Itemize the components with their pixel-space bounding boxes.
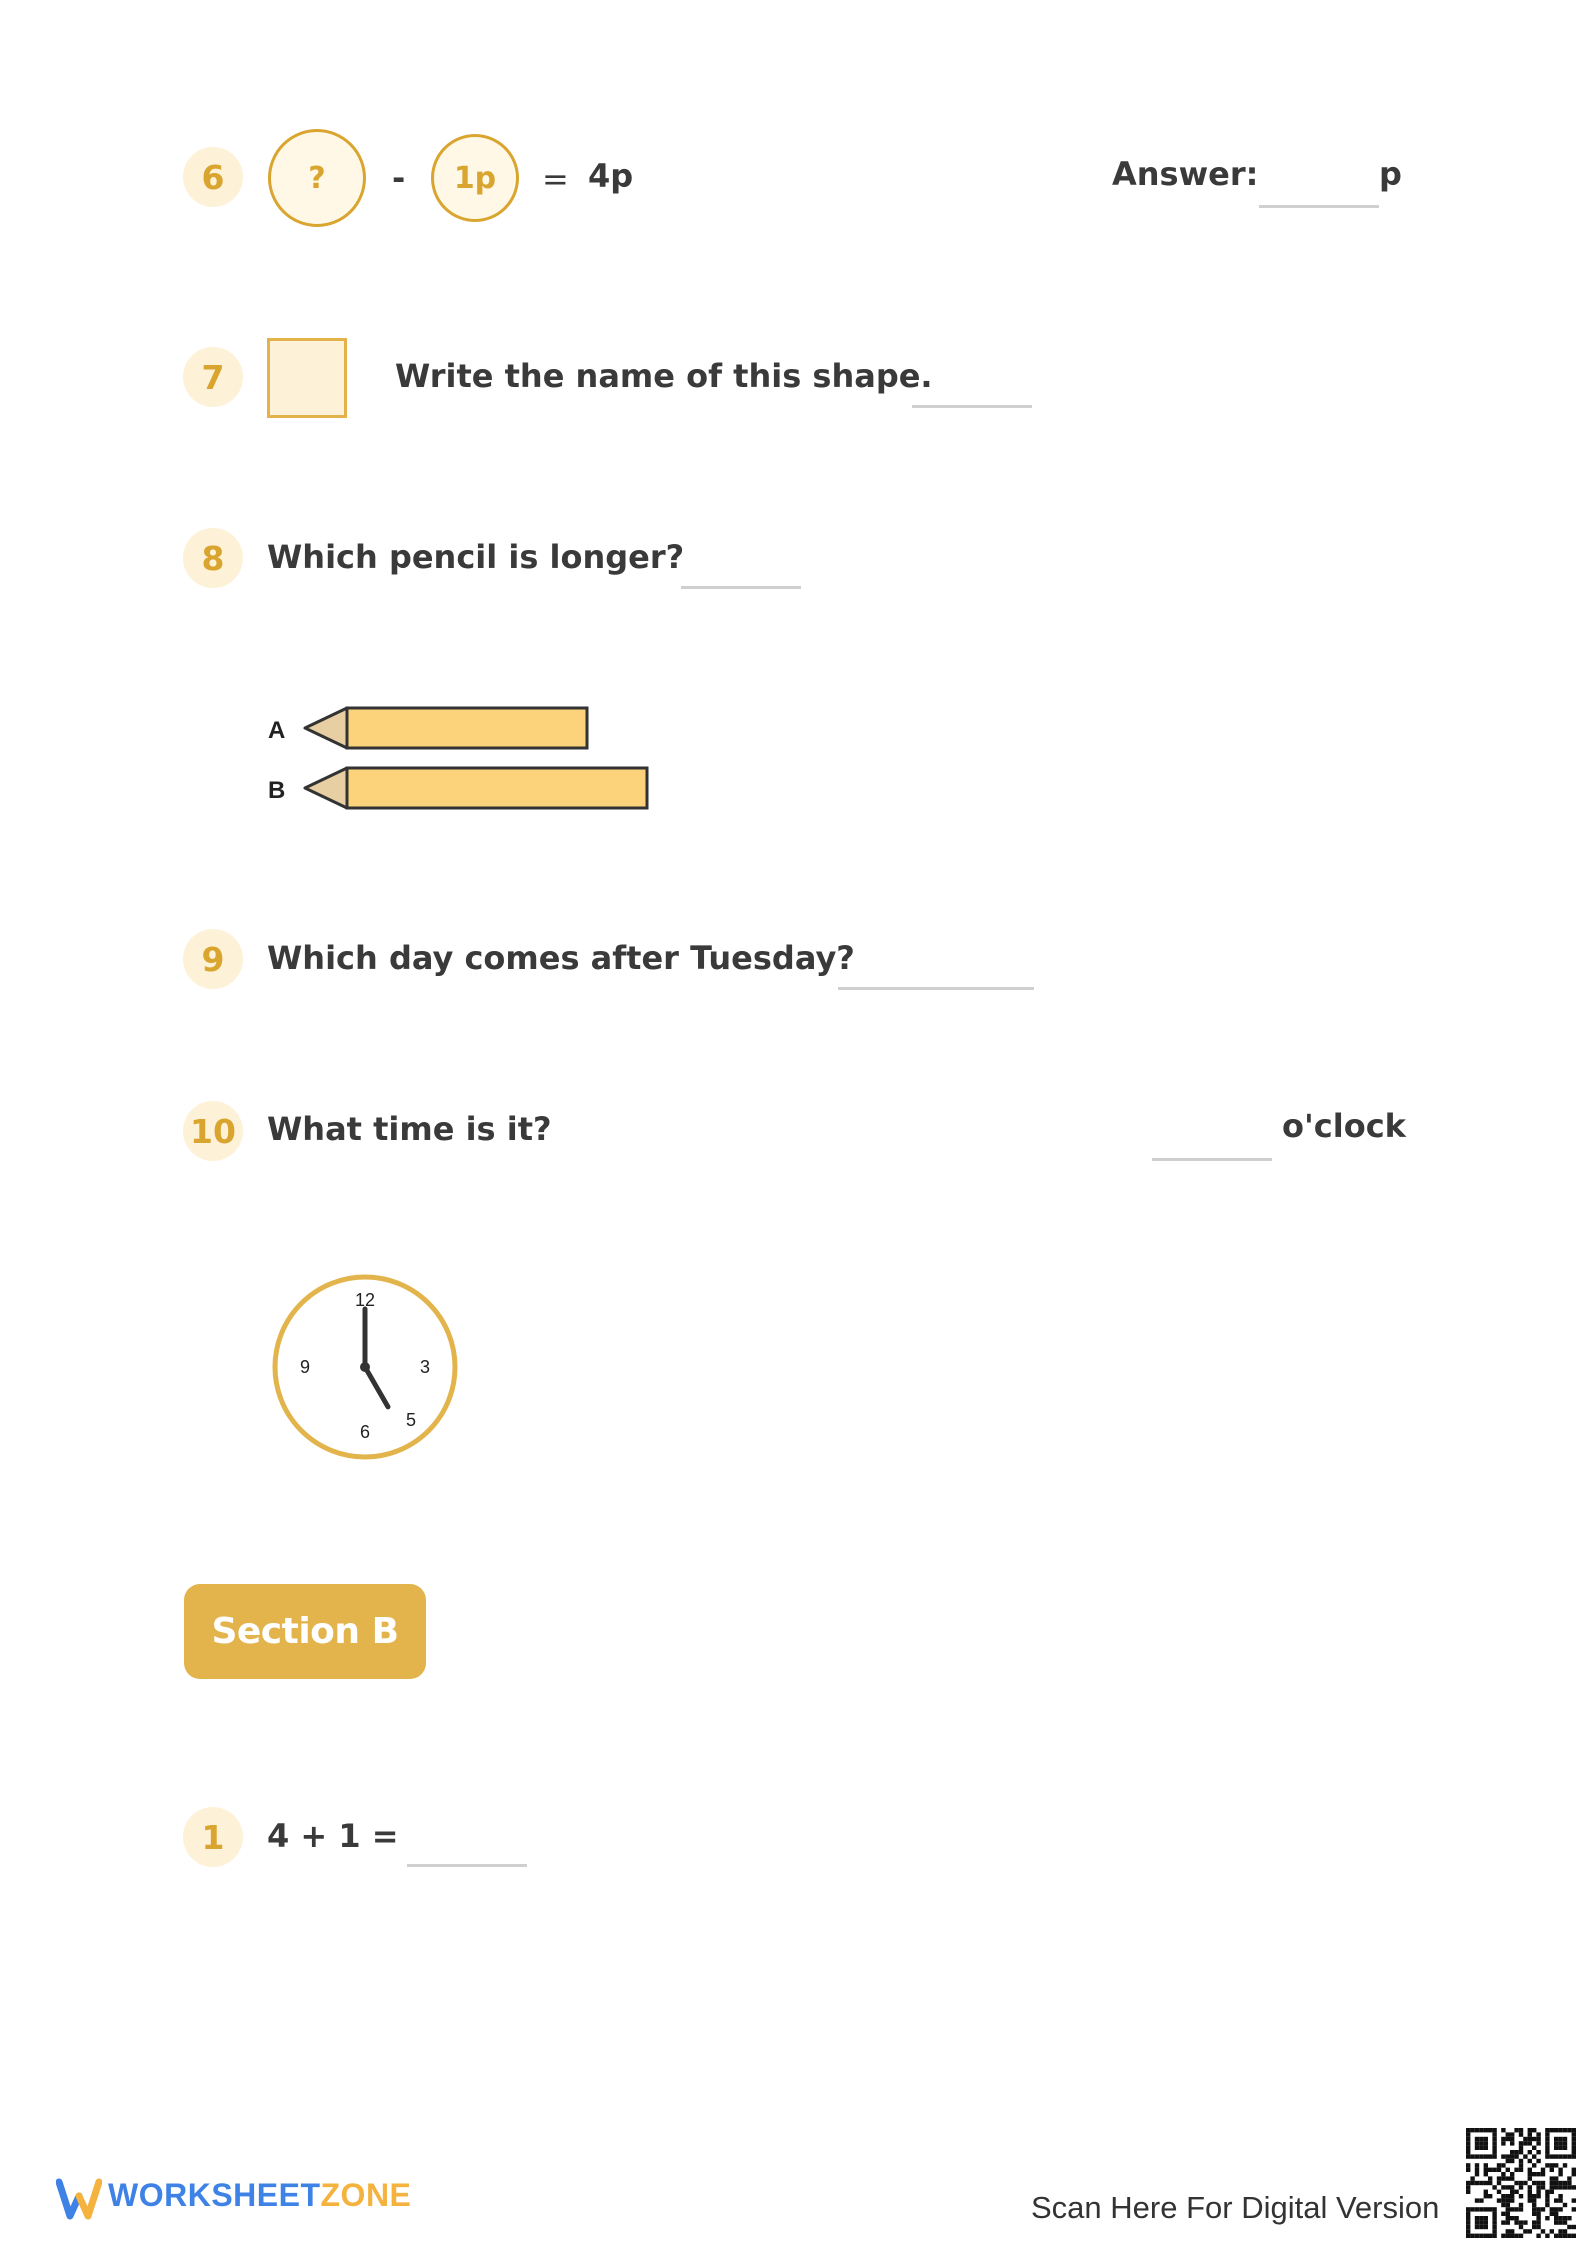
square-shape	[267, 338, 347, 418]
answer-blank-10[interactable]	[1152, 1158, 1272, 1161]
worksheetzone-logo-icon	[56, 2176, 102, 2222]
scan-instruction: Scan Here For Digital Version	[1031, 2190, 1440, 2225]
section-b-header: Section B	[184, 1584, 426, 1679]
analog-clock	[270, 1272, 460, 1462]
question-text-9: Which day comes after Tuesday?	[267, 939, 855, 977]
clock-label-6: 6	[359, 1422, 371, 1442]
question-number-7: 7	[183, 347, 243, 407]
question-text-7: Write the name of this shape.	[395, 357, 933, 395]
brand-part-worksheet: WORKSHEET	[108, 2177, 321, 2213]
clock-label-12: 12	[354, 1290, 376, 1310]
qr-code-icon[interactable]	[1466, 2128, 1576, 2238]
question-number-9: 9	[183, 929, 243, 989]
answer-blank-7[interactable]	[912, 405, 1032, 408]
answer-label: Answer:	[1112, 155, 1259, 193]
answer-blank-8[interactable]	[681, 586, 801, 589]
question-number-8: 8	[183, 528, 243, 588]
minus-operator: -	[392, 159, 406, 197]
brand-name	[108, 2177, 411, 2214]
result-value: 4p	[588, 157, 634, 195]
section-b-question-text-1: 4 + 1 =	[267, 1817, 399, 1855]
equals-sign: =	[542, 160, 569, 198]
pencil-label-b: B	[268, 777, 286, 804]
clock-label-3: 3	[419, 1357, 431, 1377]
coin-1p: 1p	[431, 134, 519, 222]
section-b-answer-blank-1[interactable]	[407, 1864, 527, 1867]
pencil-a	[300, 702, 600, 754]
question-number-10: 10	[183, 1101, 243, 1161]
answer-unit-10: o'clock	[1282, 1107, 1406, 1145]
pencil-b	[300, 762, 660, 814]
question-number-6: 6	[183, 147, 243, 207]
pencil-label-a: A	[268, 717, 286, 744]
section-b-question-number-1: 1	[183, 1807, 243, 1867]
question-text-8: Which pencil is longer?	[267, 538, 685, 576]
brand-part-zone: ZONE	[320, 2177, 412, 2213]
answer-unit-6: p	[1379, 155, 1402, 193]
coin-unknown: ?	[268, 129, 366, 227]
clock-label-9: 9	[299, 1357, 311, 1377]
answer-blank-9[interactable]	[838, 987, 1034, 990]
answer-blank-6[interactable]	[1259, 205, 1379, 208]
question-text-10: What time is it?	[267, 1110, 552, 1148]
clock-label-5: 5	[405, 1410, 417, 1430]
